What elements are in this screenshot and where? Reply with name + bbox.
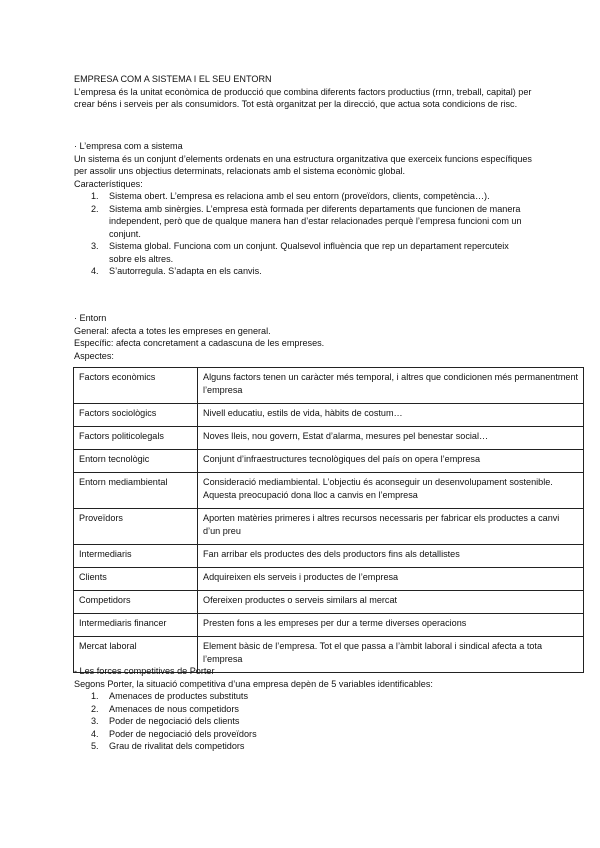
entorn-section <box>74 312 534 362</box>
sistema-section <box>74 140 534 278</box>
table-row <box>74 368 584 404</box>
table-row <box>74 404 584 427</box>
list-item: 4. Poder de negociació dels proveïdors <box>91 728 257 739</box>
factor-cell: Intermediaris <box>74 545 198 568</box>
table-row <box>74 427 584 450</box>
list-item: 4. S’autorregula. S’adapta en els canvis. <box>91 266 262 276</box>
table-row <box>74 509 584 545</box>
factor-cell: Mercat laboral <box>74 637 198 673</box>
porter-section <box>74 665 534 753</box>
entorn-especific: Específic: afecta concretament a cadascuna de les empreses. <box>74 338 325 348</box>
aspectes-table <box>73 367 584 673</box>
factor-cell: Entorn tecnològic <box>74 450 198 473</box>
desc-cell: Conjunt d’infraestructures tecnològiques del país on opera l’empresa <box>198 450 584 473</box>
table-row <box>74 473 584 509</box>
entorn-general: General: afecta a totes les empreses en general. <box>74 325 271 336</box>
list-item: 3. Sistema global. Funciona com un conjunt. Qualsevol influència que rep un departament repercuteix sobre els altres. <box>91 241 509 264</box>
desc-cell: Alguns factors tenen un caràcter més temporal, i altres que condicionen més permanentment l’empresa <box>198 368 584 404</box>
sistema-heading: · L’empresa com a sistema <box>74 141 183 151</box>
porter-list <box>74 690 534 753</box>
intro-paragraph: L’empresa és la unitat econòmica de producció que combina diferents factors productius (rrnn, treball, capital) per crear béns i serveis per als consumidors. Tot està organitzat per la direcció, que actua sota condicions de risc. <box>74 86 532 109</box>
entorn-heading: · Entorn <box>74 313 107 323</box>
list-item: 2. Amenaces de nous competidors <box>91 703 239 714</box>
intro-section <box>74 73 534 111</box>
factor-cell: Factors econòmics <box>74 368 198 404</box>
list-item: 3. Poder de negociació dels clients <box>91 716 240 726</box>
porter-heading: - Les forces competitives de Porter <box>74 666 215 676</box>
desc-cell: Ofereixen productes o serveis similars al mercat <box>198 591 584 614</box>
desc-cell: Nivell educatiu, estils de vida, hàbits de costum… <box>198 404 584 427</box>
table-row <box>74 614 584 637</box>
list-item: 1. Sistema obert. L’empresa es relaciona amb el seu entorn (proveïdors, clients, competència…). <box>91 191 490 201</box>
desc-cell: Consideració mediambiental. L’objectiu és aconseguir un desenvolupament sostenible. Aquesta preocupació dona lloc a canvis en l’empresa <box>198 473 584 509</box>
caracteristiques-list <box>74 190 534 278</box>
list-item: 5. Grau de rivalitat dels competidors <box>91 741 245 751</box>
desc-cell: Element bàsic de l’empresa. Tot el que passa a l’àmbit laboral i sindical afecta a tota l’empresa <box>198 637 584 673</box>
table-row <box>74 591 584 614</box>
page-title: EMPRESA COM A SISTEMA I EL SEU ENTORN <box>74 74 272 84</box>
table-row <box>74 545 584 568</box>
factor-cell: Intermediaris financer <box>74 614 198 637</box>
desc-cell: Noves lleis, nou govern, Estat d’alarma, mesures pel benestar social… <box>198 427 584 450</box>
list-item: 2. Sistema amb sinèrgies. L’empresa està formada per diferents departaments que funcionen de manera independent, però que de qualque manera han d’estar relacionades perquè l’empresa funcioni com un conjunt. <box>91 203 522 239</box>
desc-cell: Adquireixen els serveis i productes de l’empresa <box>198 568 584 591</box>
factor-cell: Clients <box>74 568 198 591</box>
aspectes-label: Aspectes: <box>74 350 114 361</box>
desc-cell: Fan arribar els productes des dels productors fins als detallistes <box>198 545 584 568</box>
porter-intro: Segons Porter, la situació competitiva d’una empresa depèn de 5 variables identificables: <box>74 678 433 689</box>
factor-cell: Competidors <box>74 591 198 614</box>
desc-cell: Aporten matèries primeres i altres recursos necessaris per fabricar els productes a canvi d’un preu <box>198 509 584 545</box>
factor-cell: Entorn mediambiental <box>74 473 198 509</box>
table-row <box>74 450 584 473</box>
factor-cell: Factors politicolegals <box>74 427 198 450</box>
factor-cell: Factors sociològics <box>74 404 198 427</box>
factor-cell: Proveïdors <box>74 509 198 545</box>
sistema-definition: Un sistema és un conjunt d’elements ordenats en una estructura organitzativa que exerceix funcions específiques per assolir uns objectius determinats, relacionats amb el sistema econòmic global. <box>74 153 532 176</box>
caracteristiques-label: Característiques: <box>74 178 143 189</box>
desc-cell: Presten fons a les empreses per dur a terme diverses operacions <box>198 614 584 637</box>
table-row <box>74 568 584 591</box>
list-item: 1. Amenaces de productes substituts <box>91 691 249 701</box>
